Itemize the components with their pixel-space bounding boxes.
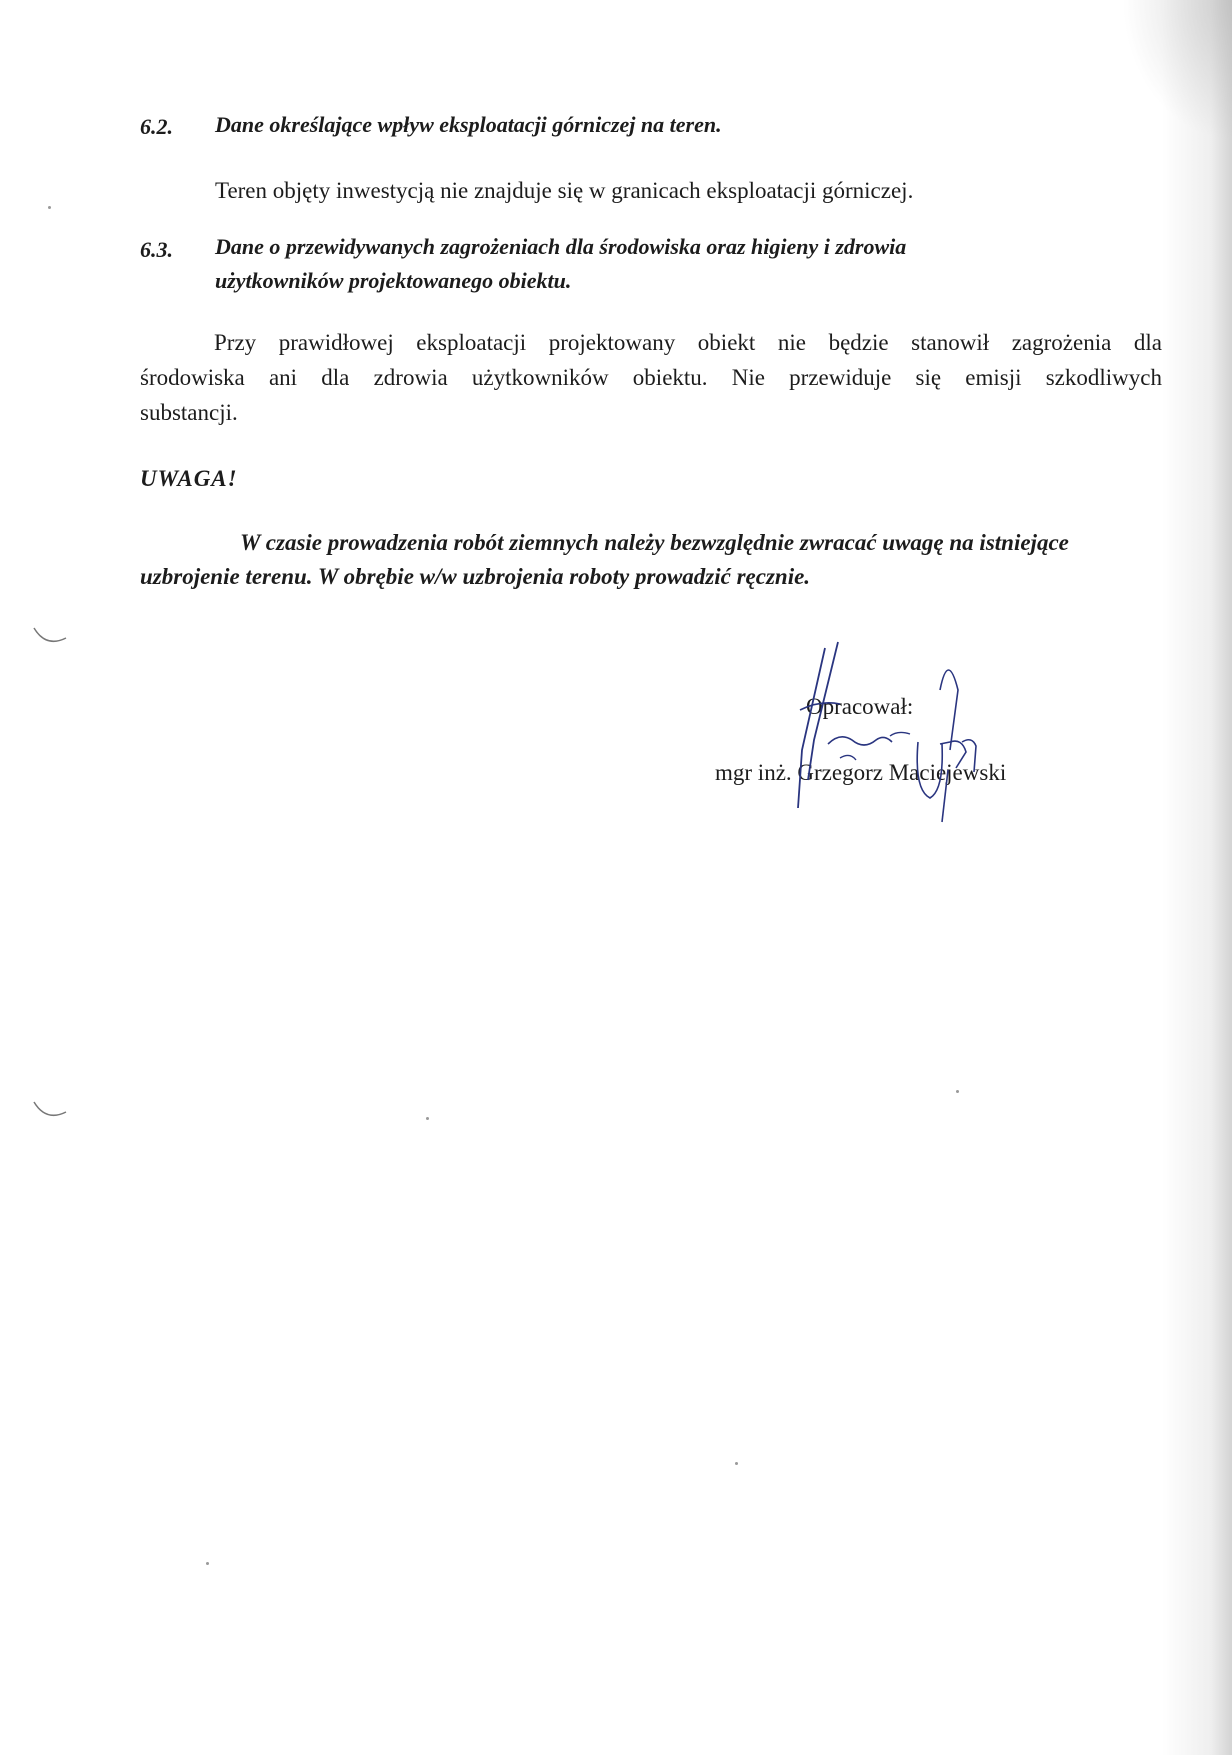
scan-speck — [735, 1462, 738, 1465]
scan-edge-shadow — [1162, 0, 1232, 1755]
handwritten-signature — [780, 640, 1000, 830]
scan-corner-shadow — [1122, 0, 1232, 140]
warning-line-1: W czasie prowadzenia robót ziemnych należy bezwzględnie zwracać uwagę na istniejące — [240, 530, 1069, 555]
scan-speck — [426, 1117, 429, 1120]
signature-label: Opracował: — [806, 694, 914, 719]
scan-speck — [48, 206, 51, 209]
section-6-3-number: 6.3. — [140, 237, 173, 262]
scan-speck — [956, 1090, 959, 1093]
scan-speck — [206, 1562, 209, 1565]
section-6-3-title-line-1: Dane o przewidywanych zagrożeniach dla środowiska oraz higieny i zdrowia — [215, 234, 907, 259]
warning-line-2: uzbrojenie terenu. W obrębie w/w uzbrojenia roboty prowadzić ręcznie. — [140, 564, 811, 589]
section-6-2-body: Teren objęty inwestycją nie znajduje się w granicach eksploatacji górniczej. — [215, 178, 914, 203]
signature-name: mgr inż. Grzegorz Maciejewski — [715, 760, 1007, 785]
section-6-3-title-line-2: użytkowników projektowanego obiektu. — [215, 268, 572, 293]
section-6-3-body-line-1: Przy prawidłowej eksploatacji projektowany obiekt nie będzie stanowił zagrożenia dla — [214, 330, 1162, 355]
punch-hole-icon — [32, 618, 72, 658]
section-6-2-title: Dane określające wpływ eksploatacji górniczej na teren. — [215, 112, 722, 137]
punch-hole-icon — [32, 1092, 72, 1132]
section-6-3-body-line-2: środowiska ani dla zdrowia użytkowników obiektu. Nie przewiduje się emisji szkodliwych — [140, 365, 1162, 390]
section-6-3-body-line-3: substancji. — [140, 400, 238, 425]
section-6-2-number: 6.2. — [140, 114, 173, 139]
warning-title: UWAGA! — [140, 466, 238, 491]
